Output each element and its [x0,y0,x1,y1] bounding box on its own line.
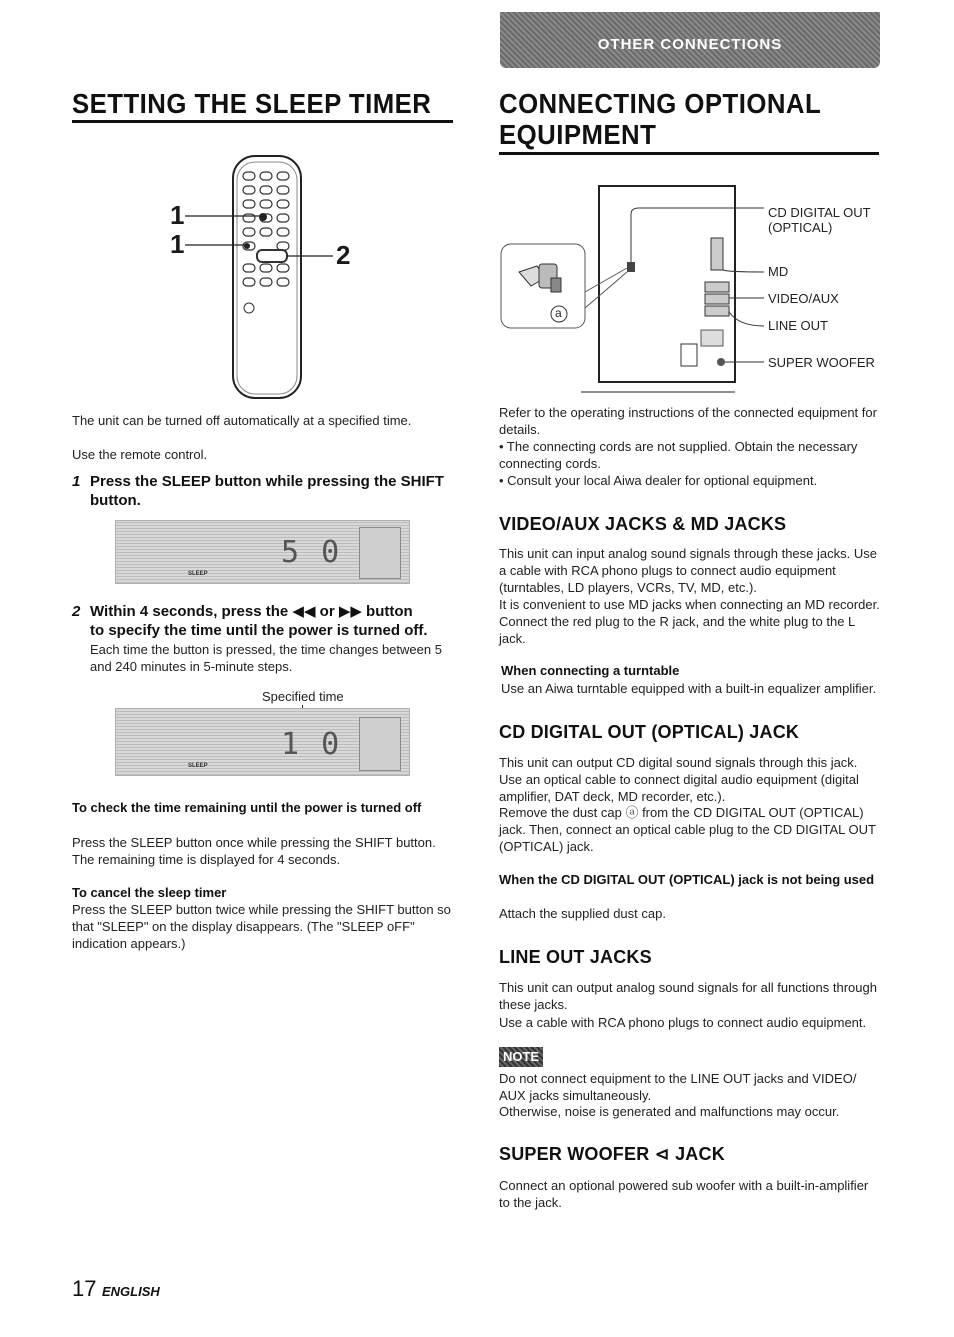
dealer-bullet: • Consult your local Aiwa dealer for optional equipment. [499,473,818,488]
specified-time-label: Specified time [262,689,344,704]
dust-cap-marker: a [555,306,562,320]
label-md: MD [768,264,789,279]
step1-number [72,472,80,491]
lcd1-digits: 5 0 [281,535,342,570]
page-number: 17 [72,1276,97,1301]
label-video-aux: VIDEO/AUX [768,291,839,306]
cancel-timer-body: Press the SLEEP button twice while pressing the SHIFT button so that "SLEEP" on the display disappears. (The "SLEEP oFF" indication appears.) [72,902,451,951]
label-cd-digital-out-line1: CD DIGITAL OUT [768,205,871,220]
cd-unused-body: Attach the supplied dust cap. [499,906,666,921]
lcd2-side-panel [359,717,401,771]
right-page-title [499,88,821,150]
refer-text: Refer to the operating instructions of the connected equipment for details. [499,405,877,437]
super-woofer-body: Connect an optional powered sub woofer with a built-in-amplifier to the jack. [499,1178,869,1210]
super-woofer-heading: SUPER WOOFER ⊲ JACK [499,1144,725,1164]
step2-heading-line2: to specify the time until the power is turned off. [90,622,428,639]
cd-digital-body2: Remove the dust cap ⓐ from the CD DIGITAL OUT (OPTICAL) jack. Then, connect an optical cable plug to the CD DIGITAL OUT (OPTICAL) jack. [499,805,876,854]
note-badge: NOTE [499,1047,543,1067]
remote-callout-1a: 1 [170,200,185,230]
cords-bullet: • The connecting cords are not supplied. Obtain the necessary connecting cords. [499,439,858,471]
use-remote-text: Use the remote control. [72,447,208,462]
label-cd-digital-out [768,205,871,235]
turntable-body: Use an Aiwa turntable equipped with a built-in equalizer amplifier. [501,681,877,696]
remote-control-illustration [165,150,365,402]
banner-label: OTHER CONNECTIONS [597,36,783,53]
note-body1: Do not connect equipment to the LINE OUT jacks and VIDEO/ AUX jacks simultaneously. [499,1071,857,1103]
step2-heading [90,602,460,640]
lcd-display-sleep-50 [115,520,410,584]
rear-panel-diagram [499,182,769,397]
remote-callout-2: 2 [336,240,351,270]
cd-digital-heading: CD DIGITAL OUT (OPTICAL) JACK [499,722,800,742]
video-aux-body1: This unit can input analog sound signals through these jacks. Use a cable with RCA phono plugs to connect audio equipment (turntables, LD players, VCRs, TV, MD, etc.). [499,546,877,595]
lcd2-sleep-indicator: SLEEP [188,763,208,769]
step1-heading-line1: Press the SLEEP button while pressing the SHIFT [90,473,444,490]
step1-heading-line2: button. [90,492,141,509]
step2-heading-line1: Within 4 seconds, press the ◀◀ or ▶▶ button [90,603,413,620]
step2-number [72,602,80,621]
language-label: ENGLISH [102,1284,160,1299]
lcd1-side-panel [359,527,401,579]
turntable-heading: When connecting a turntable [501,663,680,678]
step1-num: 1 [72,473,81,490]
section-banner [500,12,880,68]
cancel-timer-heading: To cancel the sleep timer [72,885,227,900]
label-line-out: LINE OUT [768,318,828,333]
check-time-heading: To check the time remaining until the power is turned off [72,800,422,815]
right-title-line1: CONNECTING OPTIONAL [499,88,822,119]
lcd2-digits: 1 0 [281,727,342,762]
video-aux-body2: It is convenient to use MD jacks when connecting an MD recorder. Connect the red plug to the R jack, and the white plug to the L jack. [499,597,880,646]
right-title-line2: EQUIPMENT [499,119,657,150]
line-out-body2: Use a cable with RCA phono plugs to connect audio equipment. [499,1015,867,1030]
cd-unused-heading: When the CD DIGITAL OUT (OPTICAL) jack is not being used [499,872,875,887]
label-super-woofer: SUPER WOOFER [768,355,875,370]
lcd1-sleep-indicator: SLEEP [188,571,208,577]
line-out-body1: This unit can output analog sound signals for all functions through these jacks. [499,980,877,1012]
check-time-body: Press the SLEEP button once while pressing the SHIFT button. The remaining time is displayed for 4 seconds. [72,835,436,867]
sleep-intro-text: The unit can be turned off automatically at a specified time. [72,413,412,428]
step2-body: Each time the button is pressed, the time changes between 5 and 240 minutes in 5-minute steps. [90,642,442,674]
step2-num: 2 [72,603,81,620]
label-cd-digital-out-line2: (OPTICAL) [768,220,833,235]
remote-callout-1b: 1 [170,229,185,259]
note-body2: Otherwise, noise is generated and malfunctions may occur. [499,1104,840,1119]
right-title-rule [499,152,879,155]
video-aux-heading: VIDEO/AUX JACKS & MD JACKS [499,514,787,534]
step1-heading [90,472,460,510]
cd-digital-body1: This unit can output CD digital sound signals through this jack. Use an optical cable to connect digital audio equipment (digital amplifier, DAT deck, MD recorder, etc.). [499,755,859,804]
line-out-heading: LINE OUT JACKS [499,947,652,967]
lcd-display-sleep-10 [115,708,410,776]
left-page-title: SETTING THE SLEEP TIMER [72,88,432,119]
left-title-rule [72,120,453,123]
